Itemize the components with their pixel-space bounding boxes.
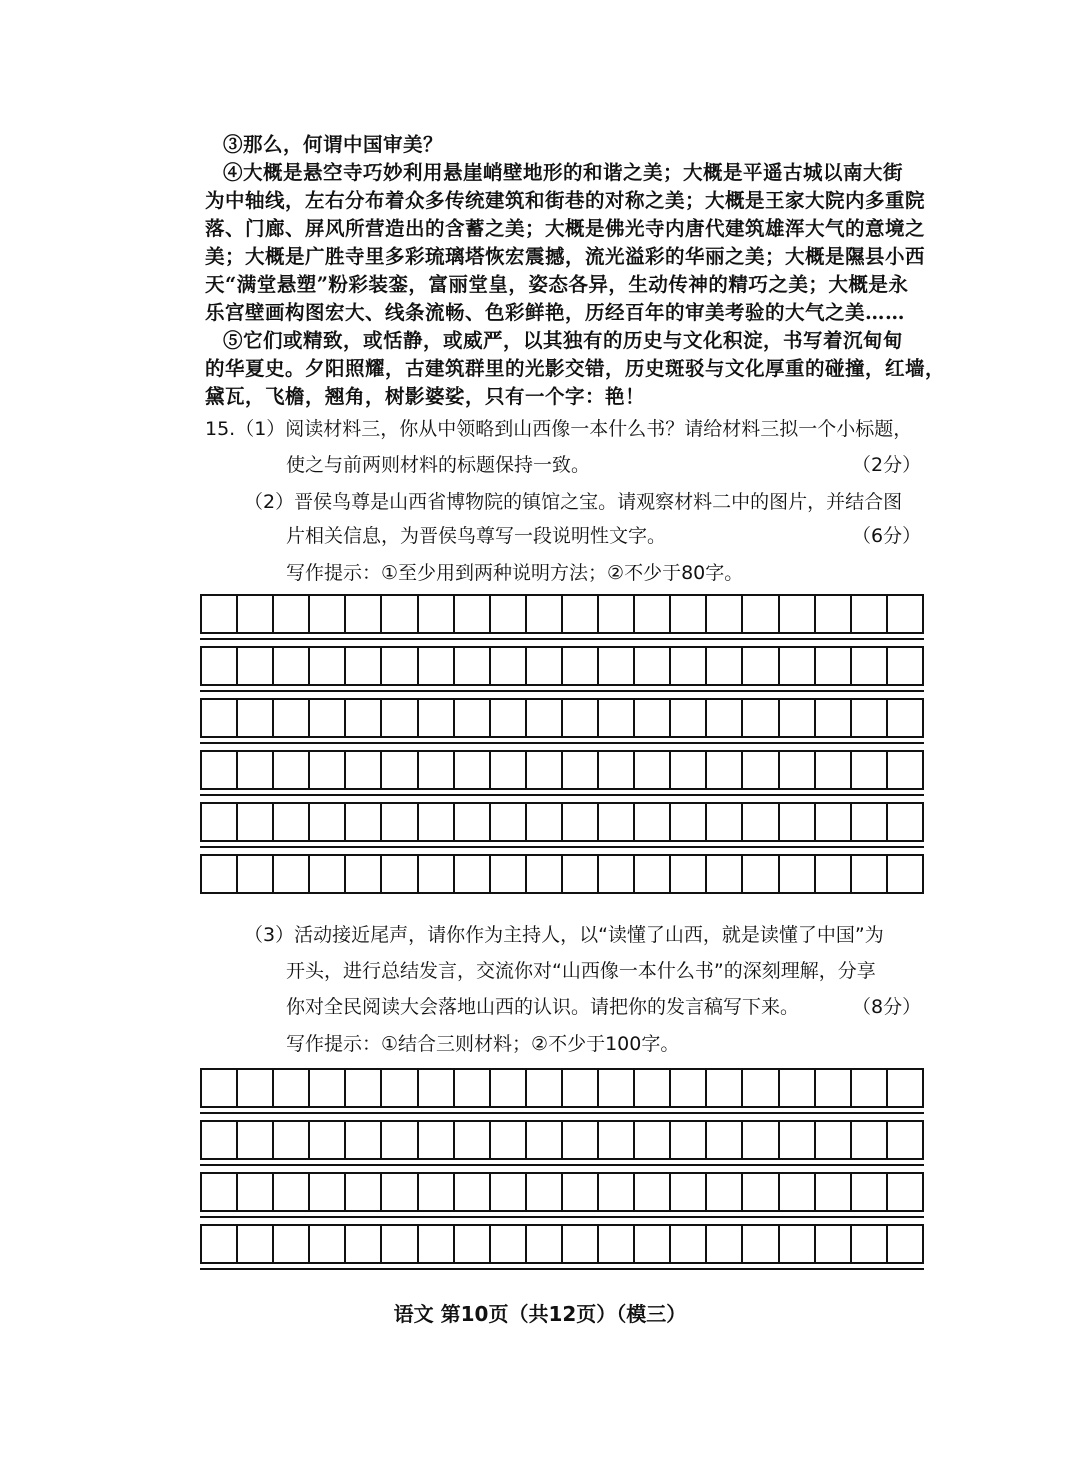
grid-cell[interactable]	[419, 1122, 455, 1158]
grid-cell[interactable]	[743, 1070, 779, 1106]
grid-cell[interactable]	[202, 700, 238, 736]
grid-cell[interactable]	[527, 804, 563, 840]
grid-cell[interactable]	[419, 1070, 455, 1106]
grid-cell[interactable]	[527, 1174, 563, 1210]
grid-cell[interactable]	[346, 700, 382, 736]
grid-cell[interactable]	[563, 804, 599, 840]
grid-cell[interactable]	[455, 1226, 491, 1262]
grid-cell[interactable]	[455, 648, 491, 684]
grid-cell[interactable]	[852, 700, 888, 736]
grid-cell[interactable]	[274, 1174, 310, 1210]
grid-cell[interactable]	[743, 804, 779, 840]
grid-cell[interactable]	[527, 752, 563, 788]
grid-cell[interactable]	[707, 856, 743, 892]
grid-cell[interactable]	[852, 1122, 888, 1158]
grid-cell[interactable]	[563, 1226, 599, 1262]
grid-cell[interactable]	[274, 1226, 310, 1262]
grid-cell[interactable]	[563, 1122, 599, 1158]
grid-cell[interactable]	[274, 804, 310, 840]
grid-cell[interactable]	[419, 1226, 455, 1262]
grid-cell[interactable]	[888, 700, 922, 736]
grid-cell[interactable]	[238, 1070, 274, 1106]
grid-cell[interactable]	[852, 1226, 888, 1262]
grid-cell[interactable]	[743, 1122, 779, 1158]
grid-cell[interactable]	[491, 648, 527, 684]
grid-cell[interactable]	[635, 1070, 671, 1106]
grid-cell[interactable]	[852, 596, 888, 632]
grid-cell[interactable]	[274, 1070, 310, 1106]
grid-cell[interactable]	[310, 752, 346, 788]
grid-cell[interactable]	[599, 804, 635, 840]
grid-cell[interactable]	[382, 1226, 418, 1262]
grid-cell[interactable]	[816, 1226, 852, 1262]
grid-cell[interactable]	[419, 1174, 455, 1210]
passage-line: 天“满堂悬塑”粉彩装銮，富丽堂皇，姿态各异，生动传神的精巧之美；大概是永	[205, 273, 909, 296]
grid-cell[interactable]	[346, 1122, 382, 1158]
question-15-3-text-cont2: 你对全民阅读大会落地山西的认识。请把你的发言稿写下来。	[286, 996, 800, 1018]
grid-cell[interactable]	[527, 1070, 563, 1106]
grid-cell[interactable]	[599, 1070, 635, 1106]
grid-cell[interactable]	[238, 856, 274, 892]
grid-cell[interactable]	[491, 1226, 527, 1262]
grid-cell[interactable]	[743, 1174, 779, 1210]
grid-cell[interactable]	[310, 804, 346, 840]
grid-cell[interactable]	[455, 596, 491, 632]
grid-cell[interactable]	[743, 752, 779, 788]
grid-cell[interactable]	[491, 856, 527, 892]
grid-cell[interactable]	[599, 1174, 635, 1210]
grid-cell[interactable]	[346, 804, 382, 840]
grid-cell[interactable]	[238, 752, 274, 788]
grid-cell[interactable]	[707, 1070, 743, 1106]
grid-cell[interactable]	[382, 596, 418, 632]
passage-line: 的华夏史。夕阳照耀，古建筑群里的光影交错，历史斑驳与文化厚重的碰撞，红墙，	[205, 357, 946, 380]
passage-line: ③那么，何谓中国审美？	[223, 133, 444, 156]
grid-cell[interactable]	[238, 648, 274, 684]
grid-cell[interactable]	[382, 856, 418, 892]
grid-cell[interactable]	[382, 648, 418, 684]
grid-cell[interactable]	[527, 700, 563, 736]
grid-cell[interactable]	[274, 596, 310, 632]
question-15-2-text: （2）晋侯鸟尊是山西省博物院的镇馆之宝。请观察材料二中的图片，并结合图	[244, 491, 903, 513]
grid-cell[interactable]	[419, 752, 455, 788]
passage-line: ⑤它们或精致，或恬静，或威严，以其独有的历史与文化积淀，书写着沉甸甸	[223, 329, 904, 352]
grid-cell[interactable]	[238, 1122, 274, 1158]
grid-cell[interactable]	[852, 1070, 888, 1106]
question-15-2-score: （6分）	[852, 525, 922, 547]
grid-cell[interactable]	[816, 700, 852, 736]
grid-cell[interactable]	[671, 596, 707, 632]
grid-cell[interactable]	[780, 1226, 816, 1262]
grid-cell[interactable]	[816, 596, 852, 632]
passage-line: 为中轴线，左右分布着众多传统建筑和街巷的对称之美；大概是王家大院内多重院	[205, 189, 926, 212]
grid-cell[interactable]	[382, 752, 418, 788]
grid-cell[interactable]	[743, 856, 779, 892]
grid-cell[interactable]	[274, 856, 310, 892]
grid-cell[interactable]	[816, 804, 852, 840]
grid-cell[interactable]	[310, 1226, 346, 1262]
grid-cell[interactable]	[743, 648, 779, 684]
grid-cell[interactable]	[671, 1070, 707, 1106]
grid-cell[interactable]	[671, 1122, 707, 1158]
grid-cell[interactable]	[635, 596, 671, 632]
grid-cell[interactable]	[346, 1070, 382, 1106]
grid-row[interactable]	[200, 802, 924, 842]
grid-cell[interactable]	[635, 804, 671, 840]
grid-cell[interactable]	[202, 856, 238, 892]
grid-cell[interactable]	[202, 1226, 238, 1262]
grid-cell[interactable]	[491, 596, 527, 632]
grid-cell[interactable]	[491, 1174, 527, 1210]
grid-row[interactable]	[200, 594, 924, 634]
grid-cell[interactable]	[238, 1226, 274, 1262]
grid-cell[interactable]	[888, 648, 922, 684]
grid-cell[interactable]	[346, 752, 382, 788]
grid-cell[interactable]	[599, 700, 635, 736]
grid-cell[interactable]	[780, 804, 816, 840]
passage-line: 乐宫壁画构图宏大、线条流畅、色彩鲜艳，历经百年的审美考验的大气之美……	[205, 301, 906, 324]
grid-cell[interactable]	[599, 856, 635, 892]
grid-cell[interactable]	[816, 648, 852, 684]
grid-cell[interactable]	[599, 648, 635, 684]
grid-cell[interactable]	[635, 1174, 671, 1210]
grid-cell[interactable]	[743, 596, 779, 632]
grid-cell[interactable]	[419, 700, 455, 736]
grid-cell[interactable]	[780, 1122, 816, 1158]
grid-cell[interactable]	[780, 700, 816, 736]
grid-cell[interactable]	[888, 856, 922, 892]
grid-cell[interactable]	[563, 1070, 599, 1106]
grid-cell[interactable]	[707, 804, 743, 840]
grid-cell[interactable]	[346, 648, 382, 684]
grid-cell[interactable]	[491, 804, 527, 840]
grid-cell[interactable]	[419, 596, 455, 632]
grid-cell[interactable]	[599, 596, 635, 632]
question-15-2-text-cont: 片相关信息，为晋侯鸟尊写一段说明性文字。	[286, 525, 667, 547]
answer-grid-15-3[interactable]	[200, 1068, 924, 1278]
grid-cell[interactable]	[238, 1174, 274, 1210]
grid-cell[interactable]	[780, 596, 816, 632]
grid-cell[interactable]	[274, 648, 310, 684]
grid-cell[interactable]	[455, 752, 491, 788]
grid-cell[interactable]	[816, 1070, 852, 1106]
grid-cell[interactable]	[527, 856, 563, 892]
grid-cell[interactable]	[852, 1174, 888, 1210]
grid-cell[interactable]	[455, 1122, 491, 1158]
grid-cell[interactable]	[563, 648, 599, 684]
grid-row[interactable]	[200, 854, 924, 894]
passage-line: 落、门廊、屏风所营造出的含蓄之美；大概是佛光寺内唐代建筑雄浑大气的意境之	[205, 217, 926, 240]
question-15-3-text-cont1: 开头，进行总结发言，交流你对“山西像一本什么书”的深刻理解，分享	[286, 960, 876, 982]
grid-cell[interactable]	[635, 700, 671, 736]
grid-cell[interactable]	[310, 700, 346, 736]
grid-cell[interactable]	[816, 752, 852, 788]
grid-cell[interactable]	[816, 856, 852, 892]
grid-cell[interactable]	[563, 700, 599, 736]
grid-cell[interactable]	[346, 856, 382, 892]
grid-cell[interactable]	[635, 648, 671, 684]
grid-cell[interactable]	[888, 1226, 922, 1262]
grid-cell[interactable]	[382, 1174, 418, 1210]
grid-cell[interactable]	[707, 648, 743, 684]
grid-cell[interactable]	[455, 1174, 491, 1210]
grid-cell[interactable]	[491, 1070, 527, 1106]
question-15-3-score: （8分）	[852, 996, 922, 1018]
grid-cell[interactable]	[527, 648, 563, 684]
grid-cell[interactable]	[707, 1226, 743, 1262]
grid-cell[interactable]	[671, 856, 707, 892]
grid-cell[interactable]	[635, 752, 671, 788]
grid-cell[interactable]	[635, 856, 671, 892]
grid-cell[interactable]	[274, 752, 310, 788]
grid-cell[interactable]	[563, 1174, 599, 1210]
grid-cell[interactable]	[671, 1174, 707, 1210]
grid-cell[interactable]	[455, 700, 491, 736]
grid-row[interactable]	[200, 1068, 924, 1108]
grid-cell[interactable]	[707, 700, 743, 736]
grid-cell[interactable]	[238, 700, 274, 736]
grid-cell[interactable]	[382, 804, 418, 840]
grid-cell[interactable]	[310, 856, 346, 892]
grid-cell[interactable]	[238, 804, 274, 840]
grid-cell[interactable]	[274, 1122, 310, 1158]
grid-cell[interactable]	[888, 1174, 922, 1210]
grid-cell[interactable]	[671, 648, 707, 684]
grid-cell[interactable]	[527, 596, 563, 632]
grid-cell[interactable]	[310, 1122, 346, 1158]
grid-cell[interactable]	[707, 596, 743, 632]
grid-cell[interactable]	[455, 804, 491, 840]
passage-line: ④大概是悬空寺巧妙利用悬崖峭壁地形的和谐之美；大概是平遥古城以南大街	[223, 161, 904, 184]
grid-cell[interactable]	[671, 1226, 707, 1262]
grid-cell[interactable]	[202, 596, 238, 632]
question-15-3-text: （3）活动接近尾声，请你作为主持人，以“读懂了山西，就是读懂了中国”为	[244, 924, 884, 946]
grid-cell[interactable]	[599, 1226, 635, 1262]
page-footer: 语文 第10页（共12页）（模三）	[393, 1302, 687, 1326]
grid-cell[interactable]	[527, 1122, 563, 1158]
grid-cell[interactable]	[202, 752, 238, 788]
grid-cell[interactable]	[202, 804, 238, 840]
grid-cell[interactable]	[816, 1122, 852, 1158]
grid-cell[interactable]	[382, 1070, 418, 1106]
grid-cell[interactable]	[888, 804, 922, 840]
grid-cell[interactable]	[671, 700, 707, 736]
grid-row[interactable]	[200, 750, 924, 790]
grid-row[interactable]	[200, 1224, 924, 1264]
grid-cell[interactable]	[707, 752, 743, 788]
grid-cell[interactable]	[563, 752, 599, 788]
grid-cell[interactable]	[419, 648, 455, 684]
grid-cell[interactable]	[780, 752, 816, 788]
grid-cell[interactable]	[346, 1174, 382, 1210]
grid-cell[interactable]	[888, 596, 922, 632]
grid-cell[interactable]	[455, 1070, 491, 1106]
grid-cell[interactable]	[635, 1226, 671, 1262]
grid-cell[interactable]	[202, 1174, 238, 1210]
grid-cell[interactable]	[491, 1122, 527, 1158]
grid-row[interactable]	[200, 1120, 924, 1160]
grid-cell[interactable]	[310, 1070, 346, 1106]
grid-cell[interactable]	[852, 752, 888, 788]
grid-cell[interactable]	[238, 596, 274, 632]
question-15-2-hint: 写作提示：①至少用到两种说明方法；②不少于80字。	[286, 562, 744, 584]
grid-cell[interactable]	[382, 700, 418, 736]
grid-row[interactable]	[200, 646, 924, 686]
grid-cell[interactable]	[419, 856, 455, 892]
grid-row[interactable]	[200, 698, 924, 738]
grid-cell[interactable]	[671, 752, 707, 788]
grid-cell[interactable]	[419, 804, 455, 840]
grid-cell[interactable]	[491, 700, 527, 736]
question-15-1-text: 15.（1）阅读材料三，你从中领略到山西像一本什么书？请给材料三拟一个小标题，	[205, 418, 913, 440]
grid-cell[interactable]	[202, 1122, 238, 1158]
passage-line: 黛瓦，飞檐，翘角，树影婆娑，只有一个字：艳！	[205, 385, 646, 408]
grid-cell[interactable]	[780, 648, 816, 684]
grid-cell[interactable]	[346, 596, 382, 632]
answer-grid-15-2[interactable]	[200, 594, 924, 896]
grid-cell[interactable]	[382, 1122, 418, 1158]
grid-cell[interactable]	[346, 1226, 382, 1262]
grid-cell[interactable]	[310, 1174, 346, 1210]
grid-cell[interactable]	[780, 1070, 816, 1106]
grid-cell[interactable]	[852, 804, 888, 840]
grid-cell[interactable]	[599, 752, 635, 788]
grid-cell[interactable]	[527, 1226, 563, 1262]
grid-cell[interactable]	[563, 596, 599, 632]
grid-cell[interactable]	[743, 700, 779, 736]
grid-cell[interactable]	[310, 596, 346, 632]
grid-cell[interactable]	[671, 804, 707, 840]
grid-cell[interactable]	[202, 1070, 238, 1106]
question-15-3-hint: 写作提示：①结合三则材料；②不少于100字。	[286, 1033, 680, 1055]
grid-cell[interactable]	[888, 752, 922, 788]
grid-cell[interactable]	[455, 856, 491, 892]
grid-cell[interactable]	[310, 648, 346, 684]
grid-cell[interactable]	[780, 1174, 816, 1210]
grid-cell[interactable]	[707, 1174, 743, 1210]
grid-cell[interactable]	[780, 856, 816, 892]
grid-cell[interactable]	[888, 1122, 922, 1158]
grid-cell[interactable]	[852, 856, 888, 892]
question-15-1-score: （2分）	[852, 454, 922, 476]
grid-cell[interactable]	[816, 1174, 852, 1210]
grid-cell[interactable]	[563, 856, 599, 892]
grid-cell[interactable]	[888, 1070, 922, 1106]
grid-cell[interactable]	[599, 1122, 635, 1158]
grid-cell[interactable]	[707, 1122, 743, 1158]
grid-cell[interactable]	[852, 648, 888, 684]
grid-row[interactable]	[200, 1172, 924, 1212]
grid-cell[interactable]	[274, 700, 310, 736]
grid-cell[interactable]	[491, 752, 527, 788]
grid-cell[interactable]	[202, 648, 238, 684]
passage-line: 美；大概是广胜寺里多彩琉璃塔恢宏震撼，流光溢彩的华丽之美；大概是隰县小西	[205, 245, 926, 268]
question-15-1-text-cont: 使之与前两则材料的标题保持一致。	[286, 454, 591, 476]
grid-cell[interactable]	[635, 1122, 671, 1158]
grid-cell[interactable]	[743, 1226, 779, 1262]
